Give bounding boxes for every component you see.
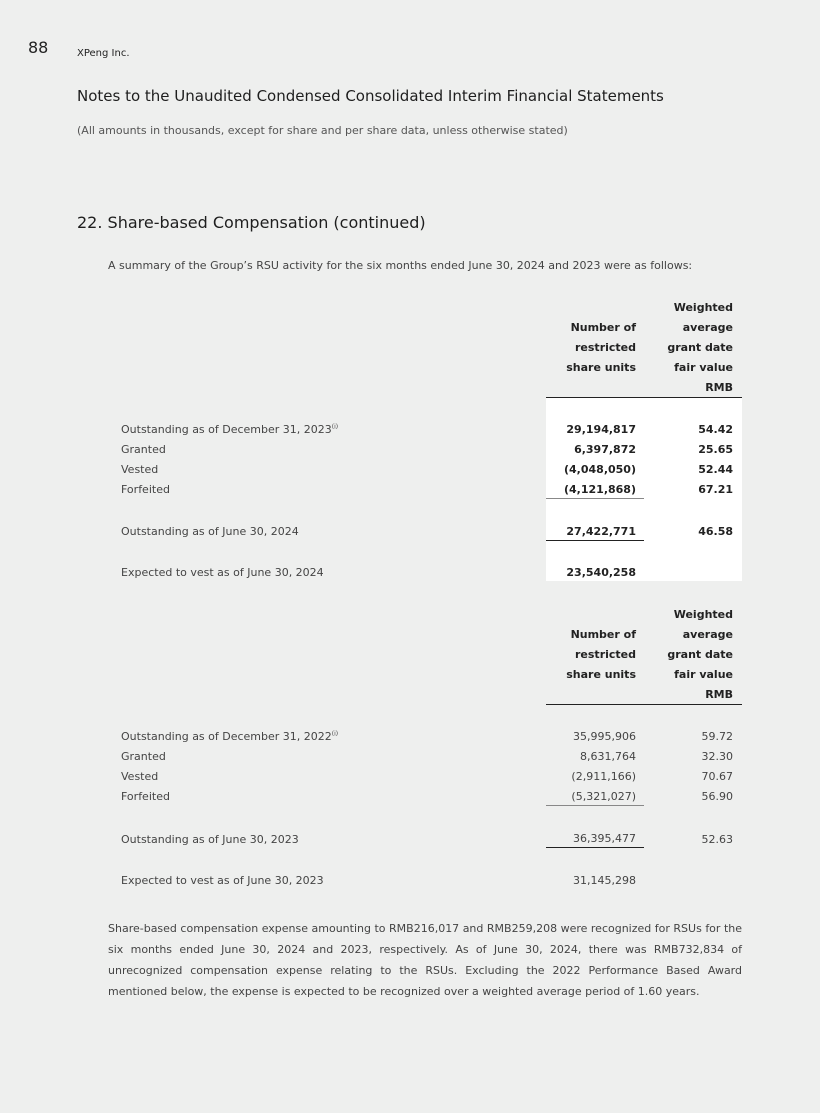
row-label: Granted <box>121 443 166 456</box>
col-header-units-line2: restricted <box>575 648 636 661</box>
intro-text: A summary of the Group’s RSU activity for the six months ended June 30, 2024 and 2023 were as follows: <box>108 259 693 272</box>
col-header-value-line5: RMB <box>705 381 733 394</box>
fair-value: 52.44 <box>698 463 733 476</box>
fair-value: 67.21 <box>698 483 733 496</box>
units-value: 35,995,906 <box>573 730 636 743</box>
units-value: (2,911,166) <box>571 770 636 783</box>
col-header-value-line5: RMB <box>705 688 733 701</box>
units-value: 31,145,298 <box>573 874 636 887</box>
units-value: 27,422,771 <box>566 525 636 538</box>
total-rule <box>546 540 644 541</box>
units-value: 8,631,764 <box>580 750 636 763</box>
header-rule <box>546 397 742 398</box>
units-value: (4,048,050) <box>564 463 636 476</box>
row-label: Outstanding as of December 31, 2022$^{(i)}$ <box>121 730 339 743</box>
row-label: Outstanding as of December 31, 2023$^{(i)}$ <box>121 423 339 436</box>
units-value: (5,321,027) <box>571 790 636 803</box>
fair-value: 59.72 <box>701 730 733 743</box>
page-title: Notes to the Unaudited Condensed Consolidated Interim Financial Statements <box>77 87 664 105</box>
page-subtitle: (All amounts in thousands, except for share and per share data, unless otherwise stated) <box>77 124 568 137</box>
col-header-units-line1: Number of <box>570 628 636 641</box>
units-value: 23,540,258 <box>566 566 636 579</box>
page-number: 88 <box>28 38 49 57</box>
units-value: (4,121,868) <box>564 483 636 496</box>
col-header-units-line3: share units <box>566 668 636 681</box>
col-header-value-line1: Weighted <box>673 301 733 314</box>
subtotal-rule <box>546 498 644 499</box>
row-label: Vested <box>121 770 159 783</box>
fair-value: 54.42 <box>698 423 733 436</box>
section-title: 22. Share-based Compensation (continued) <box>77 213 426 232</box>
row-label: Forfeited <box>121 790 170 803</box>
fair-value: 70.67 <box>701 770 733 783</box>
col-header-value-line4: fair value <box>674 668 733 681</box>
col-header-units-line1: Number of <box>570 321 636 334</box>
row-label: Granted <box>121 750 166 763</box>
col-header-value-line3: grant date <box>667 648 733 661</box>
col-header-units-line3: share units <box>566 361 636 374</box>
closing-paragraph: Share-based compensation expense amounting to RMB216,017 and RMB259,208 were recognized for RSUs for the six months ended June 30, 2024 and 2023, respectively. As of June 30, 2024, there was RMB732,834 of unrecognized compensation expense relating to the RSUs. Excluding the 2022 Performance Based Award mentioned below, the expense is expected to be recognized over a weighted average period of 1.60 years. <box>108 922 742 998</box>
units-value: 6,397,872 <box>574 443 636 456</box>
fair-value: 52.63 <box>701 833 733 846</box>
col-header-value-line2: average <box>682 321 733 334</box>
row-label: Expected to vest as of June 30, 2024 <box>121 566 324 579</box>
subtotal-rule <box>546 805 644 806</box>
company-name: XPeng Inc. <box>77 48 130 59</box>
header-rule <box>546 704 742 705</box>
row-label: Forfeited <box>121 483 170 496</box>
row-label: Expected to vest as of June 30, 2023 <box>121 874 324 887</box>
col-header-value-line1: Weighted <box>673 608 733 621</box>
row-label: Vested <box>121 463 159 476</box>
col-header-value-line4: fair value <box>674 361 733 374</box>
row-label: Outstanding as of June 30, 2023 <box>121 833 299 846</box>
units-value: 29,194,817 <box>566 423 636 436</box>
row-label: Outstanding as of June 30, 2024 <box>121 525 299 538</box>
units-value: 36,395,477 <box>573 832 636 845</box>
total-rule <box>546 847 644 848</box>
fair-value: 25.65 <box>698 443 733 456</box>
col-header-value-line3: grant date <box>667 341 733 354</box>
fair-value: 46.58 <box>698 525 733 538</box>
col-header-value-line2: average <box>682 628 733 641</box>
fair-value: 56.90 <box>701 790 733 803</box>
fair-value: 32.30 <box>701 750 733 763</box>
col-header-units-line2: restricted <box>575 341 636 354</box>
